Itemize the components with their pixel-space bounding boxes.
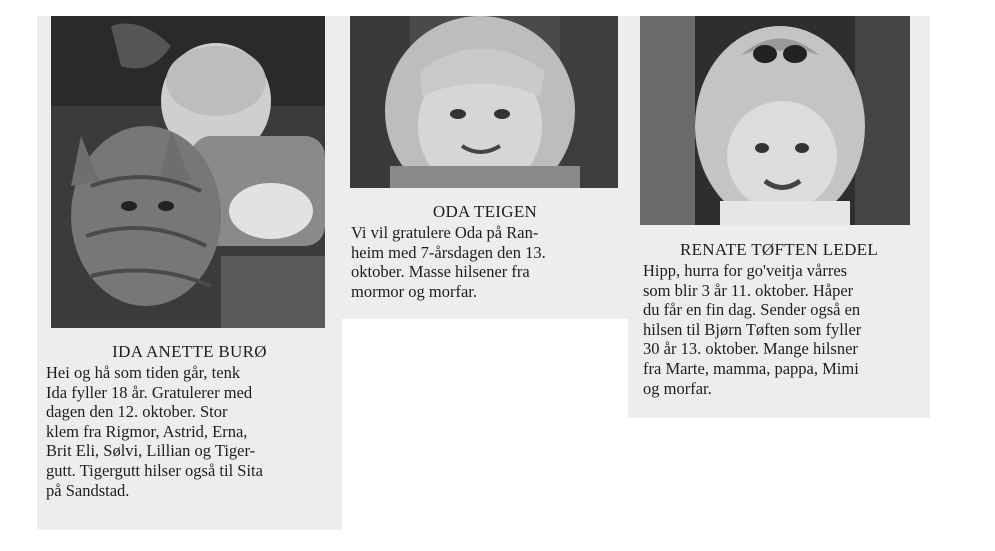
photo-girl-oda xyxy=(350,16,618,188)
photo-baby-and-cat xyxy=(51,16,325,328)
text-line: som blir 3 år 11. oktober. Håper xyxy=(643,280,854,300)
text-line: Vi vil gratulere Oda på Ran- xyxy=(351,223,539,242)
text-line: dagen den 12. oktober. Stor xyxy=(46,402,228,422)
text-line: og morfar. xyxy=(643,378,712,398)
text-line: 30 år 13. oktober. Mange hilsner xyxy=(643,339,858,359)
text-line: Hipp, hurra for go'veitja vårres xyxy=(643,261,848,280)
text-line: fra Marte, mamma, pappa, Mimi xyxy=(643,358,859,378)
text-line: hilsen til Bjørn Tøften som fyller xyxy=(643,319,862,339)
announcement-ida xyxy=(37,16,342,530)
announcement-body xyxy=(46,363,330,500)
photo-baby-and-cat-image xyxy=(51,16,325,328)
text-line: klem fra Rigmor, Astrid, Erna, xyxy=(46,421,248,441)
text-line: Brit Eli, Sølvi, Lillian og Tiger- xyxy=(46,441,256,461)
text-line: heim med 7-årsdagen den 13. xyxy=(351,242,546,262)
announcement-name: IDA ANETTE BURØ xyxy=(112,342,267,361)
photo-girl-oda-image xyxy=(350,16,618,188)
announcement-body xyxy=(351,223,621,301)
photo-girl-renate-image xyxy=(640,16,910,225)
text-line: oktober. Masse hilsener fra xyxy=(351,262,530,282)
text-line: Ida fyller 18 år. Gratulerer med xyxy=(46,382,253,402)
text-line: gutt. Tigergutt hilser også til Sita xyxy=(46,460,263,480)
text-line: Hei og hå som tiden går, tenk xyxy=(46,363,241,382)
announcement-oda xyxy=(342,16,628,319)
text-line: på Sandstad. xyxy=(46,480,130,500)
text-line: mormor og morfar. xyxy=(351,281,478,301)
announcement-body xyxy=(643,261,918,398)
text-line: du får en fin dag. Sender også en xyxy=(643,300,861,320)
announcement-renate xyxy=(628,16,930,418)
announcement-name: ODA TEIGEN xyxy=(432,202,538,221)
announcement-name: RENATE TØFTEN LEDEL xyxy=(679,240,879,259)
photo-girl-renate xyxy=(640,16,910,225)
